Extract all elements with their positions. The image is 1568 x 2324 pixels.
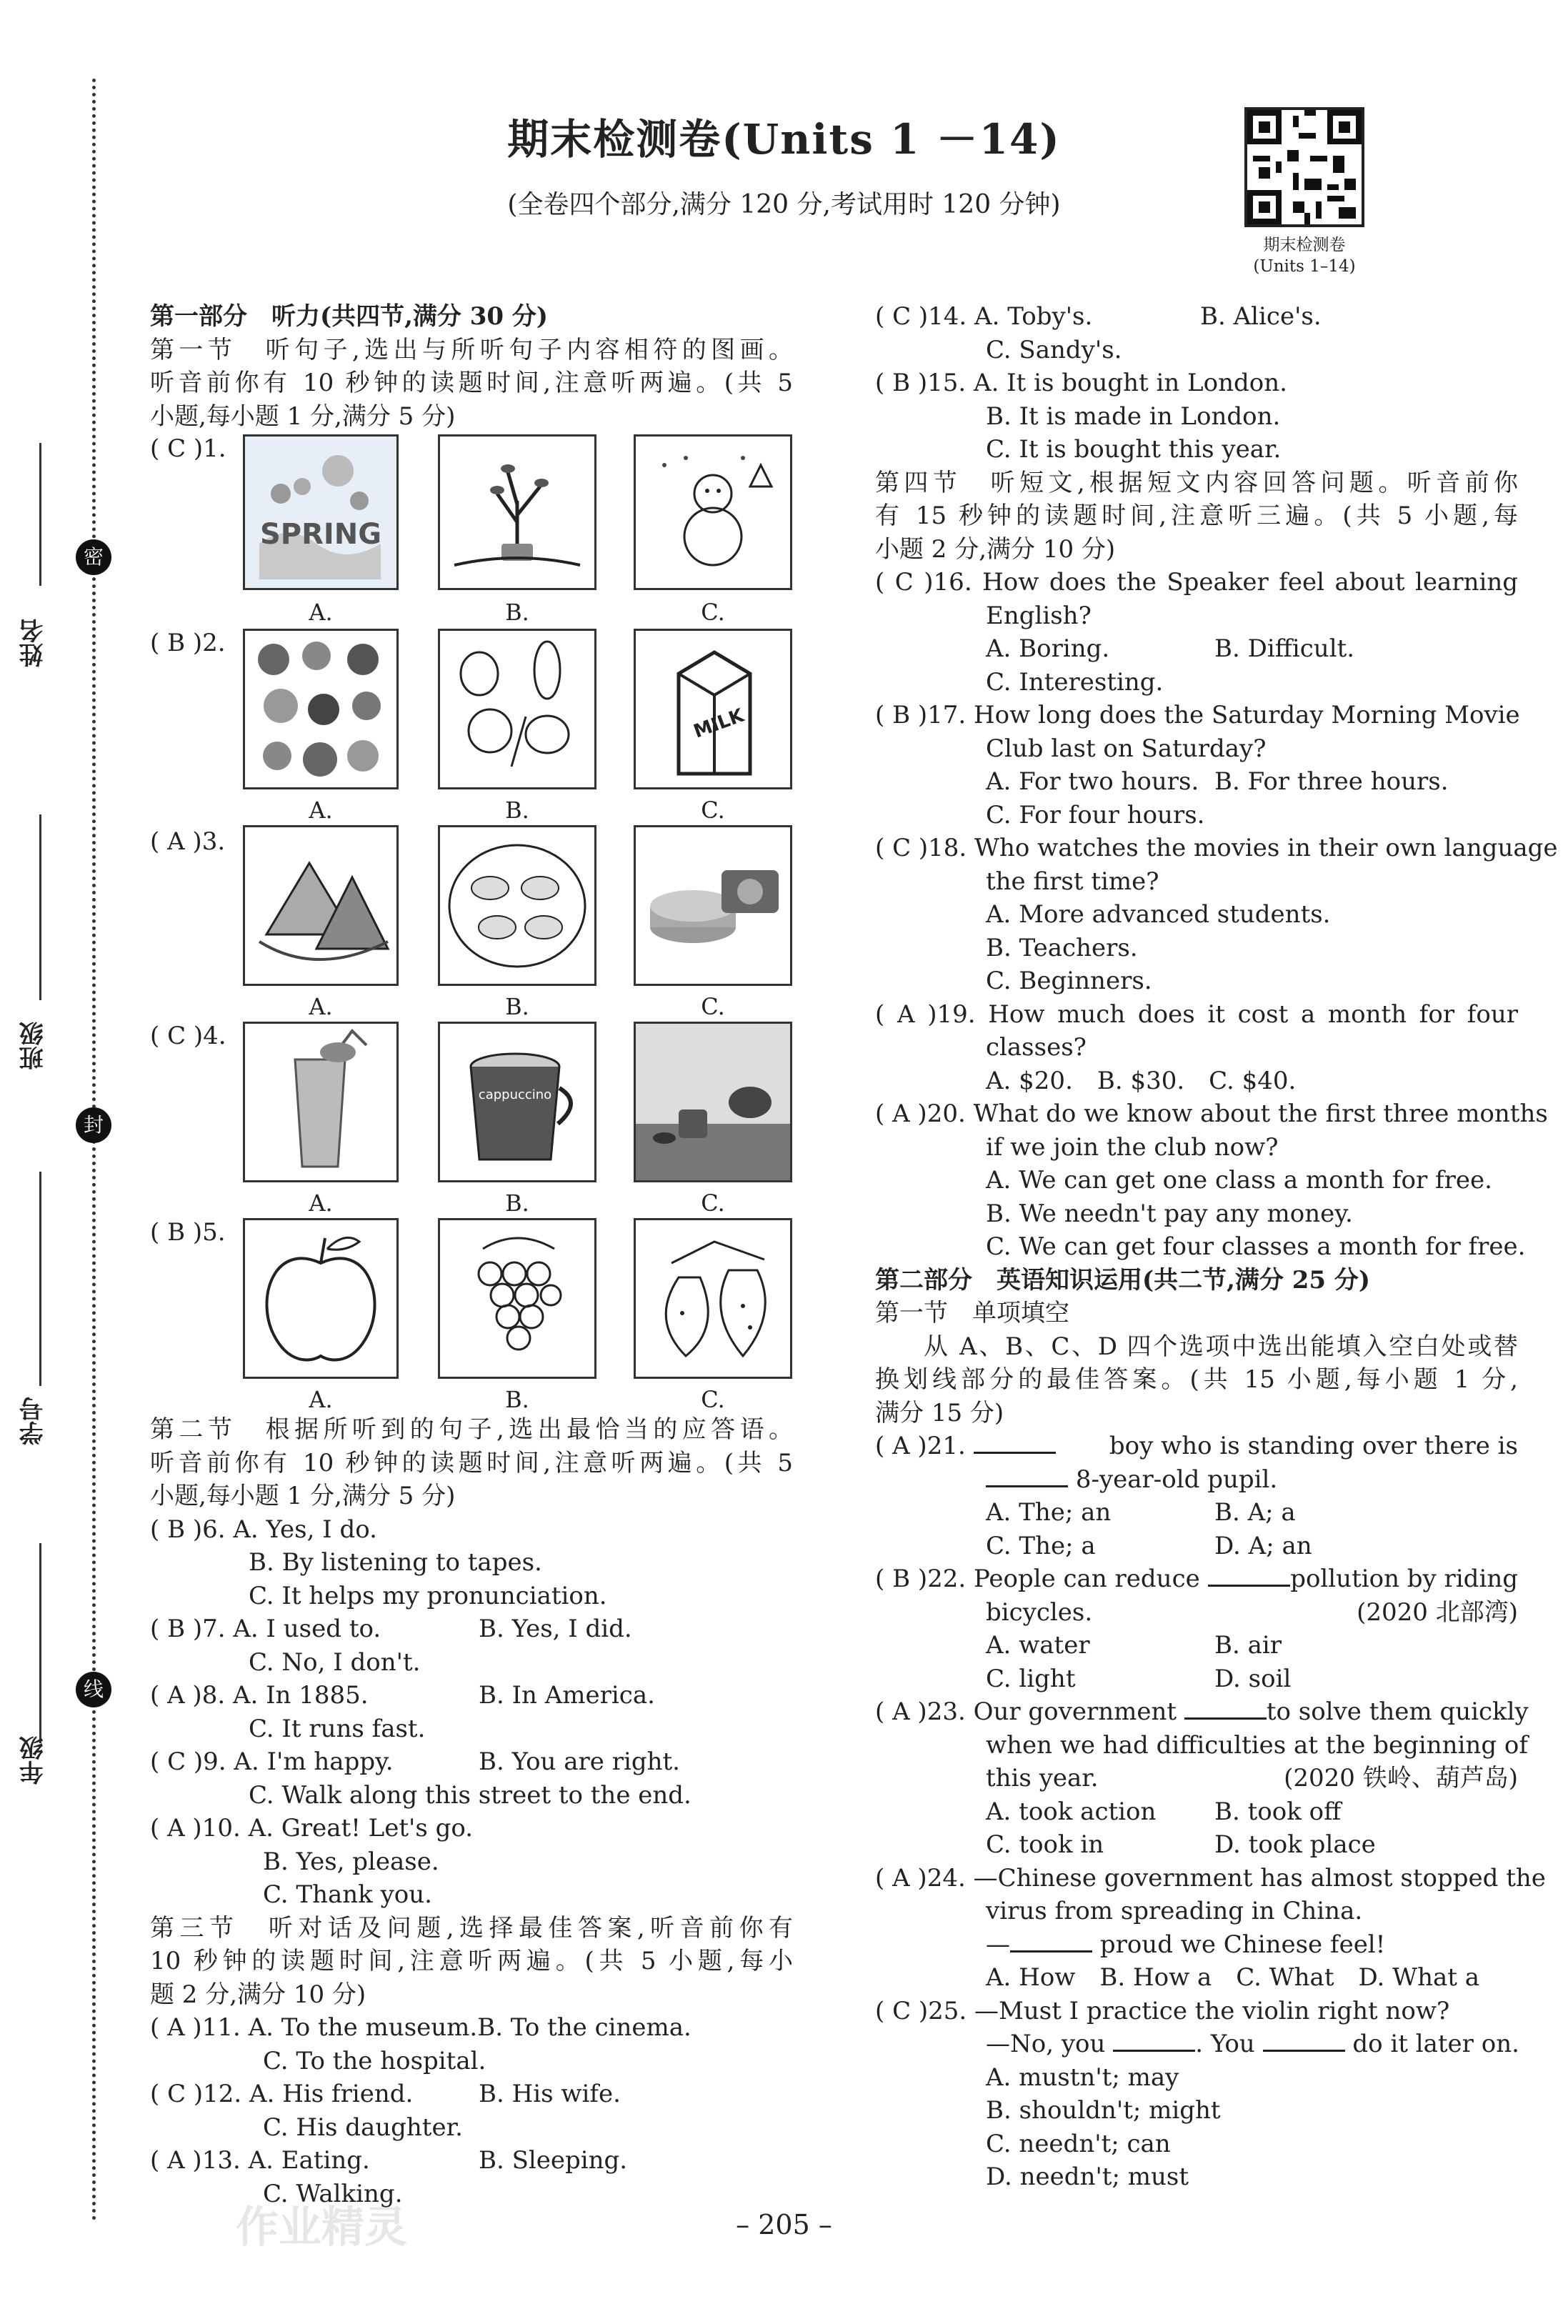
question-text: to solve them quickly bbox=[1266, 1697, 1529, 1726]
subsection-heading: 第一节 单项填空 bbox=[875, 1299, 1069, 1327]
option-line: C. Interesting. bbox=[986, 667, 1164, 697]
dash: — bbox=[986, 1930, 1010, 1959]
answer-blank bbox=[974, 1430, 1056, 1454]
answer-blank bbox=[1208, 1562, 1290, 1587]
option-c: C. took in bbox=[986, 1830, 1104, 1859]
option-b: B. air bbox=[1214, 1631, 1282, 1660]
question-12 bbox=[150, 2078, 793, 2111]
option-line: A. More advanced students. bbox=[986, 900, 1331, 929]
left-column-bottom bbox=[150, 1413, 793, 2210]
option-b: B. For three hours. bbox=[1214, 767, 1449, 796]
page-title: 期末检测卷(Units 1 －14) bbox=[507, 115, 1061, 164]
option-line: C. To the hospital. bbox=[263, 2046, 486, 2075]
option-a: ( B )7. A. I used to. bbox=[150, 1615, 381, 1643]
option-line: A. mustn't; may bbox=[986, 2063, 1179, 2092]
option-d: D. took place bbox=[1214, 1830, 1376, 1859]
option-b: B. Sleeping. bbox=[479, 2146, 628, 2175]
instruction-line: 听音前你有 10 秒钟的读题时间,注意听两遍。(共 5 bbox=[150, 1448, 793, 1477]
option-label: B. bbox=[505, 1190, 529, 1217]
option-line: C. Sandy's. bbox=[986, 335, 1122, 364]
option-line: B. shouldn't; might bbox=[986, 2096, 1221, 2125]
option-b: B. His wife. bbox=[479, 2080, 621, 2108]
question-19: ( A )19. How much does it cost a month for four bbox=[875, 999, 1518, 1029]
question-9 bbox=[150, 1745, 793, 1779]
qr-caption-units: (Units 1–14) bbox=[1253, 257, 1356, 276]
option-a: A. For two hours. bbox=[986, 767, 1199, 796]
question-20: ( A )20. What do we know about the first three months bbox=[875, 1099, 1548, 1128]
binding-margin bbox=[0, 0, 104, 2324]
question-label: ( A )3. bbox=[150, 827, 226, 856]
picture-tea[interactable] bbox=[634, 1022, 792, 1182]
question-continuation: virus from spreading in China. bbox=[986, 1897, 1363, 1925]
option-line bbox=[875, 1662, 1518, 1696]
instruction-line: 换划线部分的最佳答案。(共 15 小题,每小题 1 分, bbox=[875, 1365, 1518, 1394]
picture-dumplings[interactable] bbox=[438, 825, 596, 986]
option-b: B. In America. bbox=[479, 1681, 655, 1710]
instruction-line: 满分 15 分) bbox=[875, 1398, 1004, 1427]
question-continuation bbox=[875, 1596, 1518, 1630]
option-line bbox=[875, 1530, 1518, 1563]
question-24: ( A )24. —Chinese government has almost stopped the bbox=[875, 1863, 1546, 1892]
option-line bbox=[875, 1795, 1518, 1829]
section-heading: 第一部分 听力(共四节,满分 30 分) bbox=[150, 302, 548, 331]
option-label: B. bbox=[505, 797, 529, 824]
option-a: ( A )11. A. To the museum. bbox=[150, 2013, 478, 2042]
option-label: C. bbox=[701, 599, 725, 626]
question-text: 8-year-old pupil. bbox=[1075, 1465, 1278, 1494]
answer-blank bbox=[1263, 2028, 1345, 2052]
page-number: – 205 – bbox=[736, 2209, 832, 2240]
question-18: ( C )18. Who watches the movies in their own language bbox=[875, 834, 1558, 862]
question-10: ( A )10. A. Great! Let's go. bbox=[150, 1814, 474, 1842]
option-line: C. It runs fast. bbox=[249, 1714, 426, 1743]
left-column-top bbox=[150, 300, 793, 433]
option-line: C. Thank you. bbox=[263, 1880, 432, 1909]
instruction-line: 10 秒钟的读题时间,注意听两遍。(共 5 小题,每小 bbox=[150, 1947, 793, 1975]
option-label: C. bbox=[701, 1386, 725, 1413]
option-b: B. Difficult. bbox=[1214, 634, 1355, 663]
question-23 bbox=[875, 1695, 1529, 1729]
number-label: 学号 bbox=[19, 1397, 48, 1445]
watermark: 作业精灵 bbox=[236, 2203, 407, 2253]
option-a: A. The; an bbox=[986, 1498, 1112, 1527]
option-b: B. Yes, I did. bbox=[479, 1615, 632, 1643]
option-c: C. The; a bbox=[986, 1531, 1096, 1560]
option-label: B. bbox=[505, 599, 529, 626]
option-b: B. took off bbox=[1214, 1797, 1342, 1826]
option-label: A. bbox=[309, 599, 333, 626]
option-line: B. Teachers. bbox=[986, 933, 1138, 962]
instruction-line: 题 2 分,满分 10 分) bbox=[150, 1980, 366, 2009]
question-continuation bbox=[875, 1463, 1518, 1497]
option-b: B. Alice's. bbox=[1200, 302, 1322, 331]
question-text: ( B )22. People can reduce bbox=[875, 1565, 1200, 1593]
question-text: proud we Chinese feel! bbox=[1099, 1930, 1386, 1959]
class-label: 班级 bbox=[19, 1022, 48, 1070]
option-line bbox=[875, 1629, 1518, 1662]
option-line: C. For four hours. bbox=[986, 800, 1205, 829]
option-line: C. Walking. bbox=[263, 2179, 403, 2208]
option-label: C. bbox=[701, 993, 725, 1020]
option-label: A. bbox=[309, 797, 333, 824]
picture-snowman[interactable] bbox=[634, 434, 792, 590]
option-line: C. needn't; can bbox=[986, 2129, 1171, 2158]
option-a: A. water bbox=[986, 1631, 1090, 1660]
question-22 bbox=[875, 1562, 1518, 1596]
instruction-line: 从 A、B、C、D 四个选项中选出能填入空白处或替 bbox=[924, 1332, 1518, 1361]
option-label: C. bbox=[701, 797, 725, 824]
question-8 bbox=[150, 1679, 793, 1712]
question-text: do it later on. bbox=[1352, 2030, 1519, 2058]
picture-juice[interactable] bbox=[243, 1022, 399, 1182]
question-continuation bbox=[875, 1762, 1518, 1795]
milk-text: MILK bbox=[691, 704, 747, 743]
picture-strawberries[interactable] bbox=[634, 1218, 792, 1379]
question-continuation bbox=[875, 2028, 1518, 2061]
option-line: D. needn't; must bbox=[986, 2163, 1189, 2191]
option-a: A. Boring. bbox=[986, 634, 1110, 663]
question-17: ( B )17. How long does the Saturday Morning Movie bbox=[875, 701, 1520, 729]
option-line: C. His daughter. bbox=[263, 2113, 463, 2142]
option-label: A. bbox=[309, 993, 333, 1020]
source-note: (2020 铁岭、葫芦岛) bbox=[1284, 1764, 1518, 1792]
question-continuation: English? bbox=[986, 601, 1092, 630]
seal-mark-xian: 线 bbox=[76, 1672, 111, 1707]
picture-grapes[interactable] bbox=[438, 1218, 596, 1379]
cut-line bbox=[92, 79, 96, 2222]
option-line: C. It helps my pronunciation. bbox=[249, 1581, 607, 1610]
question-continuation: if we join the club now? bbox=[986, 1132, 1279, 1162]
option-line bbox=[875, 1828, 1518, 1862]
question-text: . You bbox=[1195, 2030, 1255, 2058]
question-7 bbox=[150, 1612, 793, 1646]
question-continuation: the first time? bbox=[986, 867, 1159, 896]
question-label: ( C )4. bbox=[150, 1022, 226, 1050]
option-line: A. We can get one class a month for free. bbox=[986, 1166, 1492, 1195]
seal-mark-feng: 封 bbox=[76, 1107, 111, 1143]
question-text: boy who is standing over there is bbox=[1109, 1432, 1518, 1460]
option-label: B. bbox=[505, 1386, 529, 1413]
question-number: ( A )21. bbox=[875, 1432, 966, 1460]
option-a: ( C )9. A. I'm happy. bbox=[150, 1747, 394, 1776]
seal-mark-mi: 密 bbox=[76, 539, 111, 575]
qr-code-icon[interactable] bbox=[1244, 107, 1364, 227]
instruction-line: 第一节 听句子,选出与所听句子内容相符的图画。 bbox=[150, 335, 793, 364]
option-a: ( A )8. A. In 1885. bbox=[150, 1681, 369, 1710]
option-label: B. bbox=[505, 993, 529, 1020]
instruction-line: 小题 2 分,满分 10 分) bbox=[875, 534, 1116, 564]
instruction-line: 第三节 听对话及问题,选择最佳答案,听音前你有 bbox=[150, 1913, 793, 1943]
option-b: B. You are right. bbox=[479, 1747, 680, 1776]
option-label: A. bbox=[309, 1386, 333, 1413]
question-16: ( C )16. How does the Speaker feel about learning bbox=[875, 568, 1518, 597]
answer-blank bbox=[986, 1463, 1068, 1487]
option-d: D. soil bbox=[1214, 1664, 1292, 1693]
answer-blank bbox=[1113, 2028, 1195, 2052]
question-continuation bbox=[875, 1928, 1518, 1962]
option-line: A. $20. B. $30. C. $40. bbox=[986, 1066, 1297, 1095]
option-line: C. It is bought this year. bbox=[986, 435, 1282, 464]
source-note: (2020 北部湾) bbox=[1357, 1597, 1518, 1627]
name-label: 姓名 bbox=[19, 619, 48, 667]
picture-milk[interactable] bbox=[634, 629, 792, 789]
instruction-line: 第四节 听短文,根据短文内容回答问题。听音前你 bbox=[875, 468, 1518, 497]
answer-blank bbox=[1184, 1695, 1267, 1720]
option-c: C. light bbox=[986, 1664, 1076, 1693]
question-25: ( C )25. —Must I practice the violin right now? bbox=[875, 1996, 1450, 2025]
question-label: ( B )2. bbox=[150, 629, 226, 657]
instruction-line: 第二节 根据所听到的句子,选出最恰当的应答语。 bbox=[150, 1415, 793, 1444]
question-continuation: classes? bbox=[986, 1033, 1087, 1062]
picture-vegetables[interactable] bbox=[438, 629, 596, 789]
question-13 bbox=[150, 2144, 793, 2178]
qr-caption: 期末检测卷 bbox=[1263, 236, 1346, 254]
option-label: C. bbox=[701, 1190, 725, 1217]
option-line bbox=[875, 765, 1518, 799]
option-line: A. How B. How a C. What D. What a bbox=[986, 1963, 1480, 1992]
question-continuation: Club last on Saturday? bbox=[986, 734, 1267, 763]
name-underline bbox=[39, 443, 41, 586]
option-d: D. A; an bbox=[1214, 1531, 1312, 1560]
class-underline bbox=[39, 814, 41, 1000]
picture-mooncakes[interactable] bbox=[634, 825, 792, 986]
question-label: ( B )5. bbox=[150, 1218, 226, 1247]
picture-coffee[interactable] bbox=[438, 1022, 596, 1182]
option-line bbox=[875, 632, 1518, 666]
picture-zongzi[interactable] bbox=[243, 825, 399, 986]
question-6: ( B )6. A. Yes, I do. bbox=[150, 1515, 377, 1544]
question-text: this year. bbox=[986, 1764, 1099, 1792]
option-a: ( C )12. A. His friend. bbox=[150, 2080, 414, 2108]
answer-blank bbox=[1010, 1928, 1092, 1953]
option-a: A. took action bbox=[986, 1797, 1157, 1826]
option-b: B. To the cinema. bbox=[477, 2013, 691, 2042]
instruction-line: 听音前你有 10 秒钟的读题时间,注意听两遍。(共 5 bbox=[150, 369, 793, 397]
picture-autumn-tree[interactable] bbox=[438, 434, 596, 590]
question-14 bbox=[875, 300, 1518, 334]
picture-apple[interactable] bbox=[243, 1218, 399, 1379]
option-b: B. A; a bbox=[1214, 1498, 1296, 1527]
grade-underline bbox=[39, 1543, 41, 1743]
question-text: bicycles. bbox=[986, 1597, 1093, 1627]
option-line: B. We needn't pay any money. bbox=[986, 1199, 1353, 1228]
option-a: ( C )14. A. Toby's. bbox=[875, 302, 1093, 331]
option-line: C. We can get four classes a month for free. bbox=[986, 1232, 1526, 1261]
instruction-line: 小题,每小题 1 分,满分 5 分) bbox=[150, 402, 456, 431]
question-label: ( C )1. bbox=[150, 434, 226, 463]
option-line: C. Walk along this street to the end. bbox=[249, 1780, 691, 1810]
cup-text: cappuccino bbox=[478, 1087, 552, 1102]
picture-fruits[interactable] bbox=[243, 629, 399, 789]
option-line: B. It is made in London. bbox=[986, 402, 1281, 431]
option-label: A. bbox=[309, 1190, 333, 1217]
picture-spring[interactable] bbox=[243, 434, 399, 590]
grade-label: 年级 bbox=[19, 1736, 48, 1785]
question-11 bbox=[150, 2011, 793, 2045]
question-text: pollution by riding bbox=[1290, 1565, 1518, 1593]
page-subtitle: (全卷四个部分,满分 120 分,考试用时 120 分钟) bbox=[507, 190, 1061, 219]
section-heading: 第二部分 英语知识运用(共二节,满分 25 分) bbox=[875, 1265, 1370, 1295]
question-15: ( B )15. A. It is bought in London. bbox=[875, 369, 1287, 397]
option-line: C. Beginners. bbox=[986, 967, 1152, 995]
option-line: C. No, I don't. bbox=[249, 1647, 421, 1677]
question-text: ( A )23. Our government bbox=[875, 1697, 1177, 1726]
option-line bbox=[875, 1496, 1518, 1530]
number-underline bbox=[39, 1172, 41, 1386]
option-line: B. By listening to tapes. bbox=[249, 1548, 542, 1577]
question-continuation: when we had difficulties at the beginning of bbox=[986, 1730, 1528, 1760]
question-21 bbox=[875, 1430, 1518, 1463]
spring-text: SPRING bbox=[259, 518, 382, 551]
question-text: —No, you bbox=[986, 2030, 1106, 2058]
instruction-line: 有 15 秒钟的读题时间,注意听三遍。(共 5 小题,每 bbox=[875, 502, 1518, 530]
instruction-line: 小题,每小题 1 分,满分 5 分) bbox=[150, 1482, 456, 1510]
option-line: B. Yes, please. bbox=[263, 1847, 439, 1876]
option-a: ( A )13. A. Eating. bbox=[150, 2146, 370, 2175]
right-column bbox=[875, 300, 1558, 2194]
